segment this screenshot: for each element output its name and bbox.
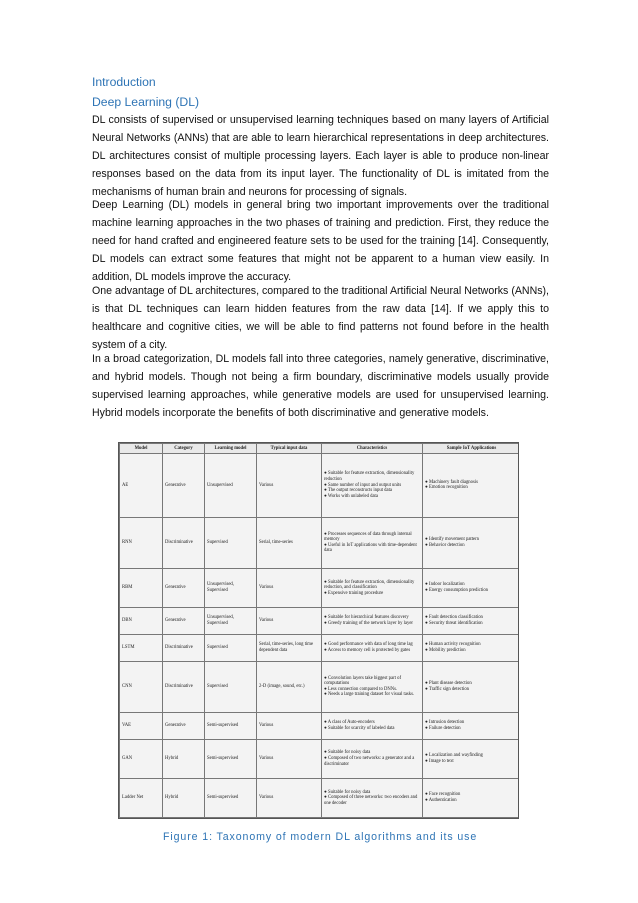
characteristic-item: ● Suitable for noisy data bbox=[324, 789, 371, 795]
cell-applications bbox=[423, 778, 520, 817]
header-learning-model: Learning model bbox=[205, 444, 257, 454]
characteristic-item: ● Needs a large training dataset for visual tasks. bbox=[324, 692, 415, 698]
characteristic-item: ● Works with unlabeled data bbox=[324, 493, 378, 499]
table-row bbox=[120, 454, 520, 518]
application-item: ● Image to text bbox=[425, 758, 454, 764]
characteristic-item: ● Greedy training of the network layer by layer bbox=[324, 620, 413, 626]
characteristic-item: ● Composed of three networks: two encoders and one decoder bbox=[324, 795, 418, 806]
characteristic-item: ● A class of Auto-encoders bbox=[324, 720, 375, 726]
characteristic-item: ● Less connection compared to DNNs. bbox=[324, 686, 398, 692]
cell-input-data: 2-D (image, sound, etc.) bbox=[257, 661, 322, 712]
cell-characteristics bbox=[322, 608, 423, 635]
table-row bbox=[120, 739, 520, 778]
cell-characteristics bbox=[322, 569, 423, 608]
cell-learning-model: Supervised bbox=[205, 634, 257, 661]
cell-input-data: Various bbox=[257, 454, 322, 518]
cell-model: RNN bbox=[120, 517, 163, 568]
table-row bbox=[120, 517, 520, 568]
characteristic-item: ● Access to memory cell is protected by gates bbox=[324, 647, 411, 653]
cell-category: Discriminative bbox=[163, 661, 205, 712]
characteristic-item: ● Suitable for feature extraction, dimensionality reduction bbox=[324, 471, 415, 482]
paragraph-3: One advantage of DL architectures, compared to the traditional Artificial Neural Networks (ANNs), is that DL techniques can learn hidden features from the raw data [14]. If we apply this to healthcare and cognitive cities, we will be able to find patterns not found before in the health system of a city. bbox=[92, 285, 549, 352]
cell-applications bbox=[423, 739, 520, 778]
table-row bbox=[120, 713, 520, 740]
cell-applications bbox=[423, 569, 520, 608]
header-model: Model bbox=[120, 444, 163, 454]
cell-learning-model: Supervised bbox=[205, 517, 257, 568]
cell-characteristics bbox=[322, 661, 423, 712]
header-sample-iot-applications: Sample IoT Applications bbox=[423, 444, 520, 454]
cell-input-data: Various bbox=[257, 713, 322, 740]
application-item: ● Energy consumption prediction bbox=[425, 588, 489, 594]
section-heading-introduction: Introduction bbox=[92, 75, 156, 89]
cell-input-data: Various bbox=[257, 569, 322, 608]
table-row bbox=[120, 608, 520, 635]
cell-applications bbox=[423, 454, 520, 518]
cell-model: CNN bbox=[120, 661, 163, 712]
cell-model: LSTM bbox=[120, 634, 163, 661]
characteristic-item: ● Processes sequences of data through internal memory bbox=[324, 531, 412, 543]
table-row bbox=[120, 569, 520, 608]
table-row bbox=[120, 634, 520, 661]
cell-category: Generative bbox=[163, 713, 205, 740]
characteristic-item: ● The output reconstructs input data bbox=[324, 488, 392, 494]
cell-learning-model: Unsupervised, Supervised bbox=[205, 569, 257, 608]
cell-category: Discriminative bbox=[163, 634, 205, 661]
taxonomy-figure bbox=[118, 442, 519, 819]
application-item: ● Emotion recognition bbox=[425, 485, 468, 491]
application-item: ● Fault detection classification bbox=[425, 615, 483, 621]
cell-characteristics bbox=[322, 634, 423, 661]
header-characteristics: Characteristics bbox=[322, 444, 423, 454]
cell-characteristics bbox=[322, 517, 423, 568]
subsection-heading-deep-learning: Deep Learning (DL) bbox=[92, 95, 200, 109]
application-item: ● Behavior detection bbox=[425, 542, 465, 548]
characteristic-item: ● Expensive training procedure bbox=[324, 590, 384, 596]
cell-learning-model: Unsupervised bbox=[205, 454, 257, 518]
table-header-row bbox=[120, 444, 520, 454]
cell-model: Ladder Net bbox=[120, 778, 163, 817]
cell-applications bbox=[423, 608, 520, 635]
cell-category: Generative bbox=[163, 454, 205, 518]
cell-input-data: Various bbox=[257, 608, 322, 635]
cell-model: RBM bbox=[120, 569, 163, 608]
characteristic-item: ● Suitable for hierarchical features discovery bbox=[324, 615, 409, 621]
taxonomy-table bbox=[119, 443, 519, 818]
paragraph-4: In a broad categorization, DL models fall into three categories, namely generative, discriminative, and hybrid models. Though not being a firm boundary, discriminative models usually provide supervised learning approaches, while generative models are used for unsupervised learning. Hybrid models incorporate the benefits of both discriminative and generative models. bbox=[92, 353, 549, 420]
header-typical-input-data: Typical input data bbox=[257, 444, 322, 454]
application-item: ● Indoor localization bbox=[425, 582, 465, 588]
application-item: ● Face recognition bbox=[425, 792, 461, 798]
cell-learning-model: Semi-supervised bbox=[205, 778, 257, 817]
paragraph-1: DL consists of supervised or unsupervised learning techniques based on many layers of Artificial Neural Networks (ANNs) that are able to learn hierarchical representations in deep architectures. DL architectures consist of multiple processing layers. Each layer is able to produce non-linear responses based on the data from its input layer. The functionality of DL is imitated from the mechanisms of human brain and neurons for processing of signals. bbox=[92, 114, 549, 199]
application-item: ● Plant disease detection bbox=[425, 681, 472, 687]
cell-model: DBN bbox=[120, 608, 163, 635]
application-item: ● Intrusion detection bbox=[425, 720, 465, 726]
characteristic-item: ● Suitable for noisy data bbox=[324, 750, 371, 756]
cell-input-data: Various bbox=[257, 778, 322, 817]
header-category: Category bbox=[163, 444, 205, 454]
application-item: ● Identify movement pattern bbox=[425, 537, 479, 543]
cell-model: AE bbox=[120, 454, 163, 518]
application-item: ● Traffic sign detection bbox=[425, 686, 470, 692]
figure-caption: Figure 1: Taxonomy of modern DL algorithms and its use bbox=[163, 831, 478, 843]
application-item: ● Machinery fault diagnosis bbox=[425, 479, 478, 485]
cell-applications bbox=[423, 661, 520, 712]
cell-model: GAN bbox=[120, 739, 163, 778]
cell-input-data: Serial, time-series bbox=[257, 517, 322, 568]
cell-learning-model: Semi-supervised bbox=[205, 739, 257, 778]
paragraph-2: Deep Learning (DL) models in general bring two important improvements over the traditional machine learning approaches in the two phases of training and prediction. First, they reduce the need for hand crafted and engineered feature sets to be used for the training [14]. Consequently, DL models can extract some features that might not be apparent to a human view easily. In addition, DL models improve the accuracy. bbox=[92, 199, 549, 284]
cell-category: Discriminative bbox=[163, 517, 205, 568]
cell-learning-model: Supervised bbox=[205, 661, 257, 712]
cell-applications bbox=[423, 634, 520, 661]
table-row bbox=[120, 778, 520, 817]
cell-applications bbox=[423, 517, 520, 568]
cell-characteristics bbox=[322, 739, 423, 778]
application-item: ● Localization and wayfinding bbox=[425, 753, 483, 759]
cell-category: Generative bbox=[163, 569, 205, 608]
application-item: ● Failure detection bbox=[425, 725, 461, 731]
cell-learning-model: Unsupervised, Supervised bbox=[205, 608, 257, 635]
cell-category: Hybrid bbox=[163, 778, 205, 817]
application-item: ● Human activity recognition bbox=[425, 642, 481, 648]
cell-applications bbox=[423, 713, 520, 740]
application-item: ● Security threat identification bbox=[425, 620, 483, 626]
cell-characteristics bbox=[322, 713, 423, 740]
characteristic-item: ● Suitable for scarcity of labeled data bbox=[324, 725, 395, 731]
characteristic-item: ● Composed of two networks: a generator and a discriminator bbox=[324, 756, 415, 767]
characteristic-item: ● Good performance with data of long time lag bbox=[324, 642, 413, 648]
cell-input-data: Various bbox=[257, 739, 322, 778]
table-body bbox=[120, 454, 520, 818]
cell-characteristics bbox=[322, 778, 423, 817]
cell-category: Hybrid bbox=[163, 739, 205, 778]
application-item: ● Mobility prediction bbox=[425, 647, 466, 653]
characteristic-item: ● Suitable for feature extraction, dimensionality reduction, and classification bbox=[324, 579, 415, 591]
table-row bbox=[120, 661, 520, 712]
cell-input-data: Serial, time-series, long time dependent data bbox=[257, 634, 322, 661]
characteristic-item: ● Useful in IoT applications with time-dependent data bbox=[324, 542, 417, 554]
application-item: ● Authentication bbox=[425, 797, 457, 803]
cell-model: VAE bbox=[120, 713, 163, 740]
cell-characteristics bbox=[322, 454, 423, 518]
characteristic-item: ● Convolution layers take biggest part of computations bbox=[324, 675, 402, 687]
cell-learning-model: Semi-supervised bbox=[205, 713, 257, 740]
cell-category: Generative bbox=[163, 608, 205, 635]
characteristic-item: ● Same number of input and output units bbox=[324, 482, 402, 488]
